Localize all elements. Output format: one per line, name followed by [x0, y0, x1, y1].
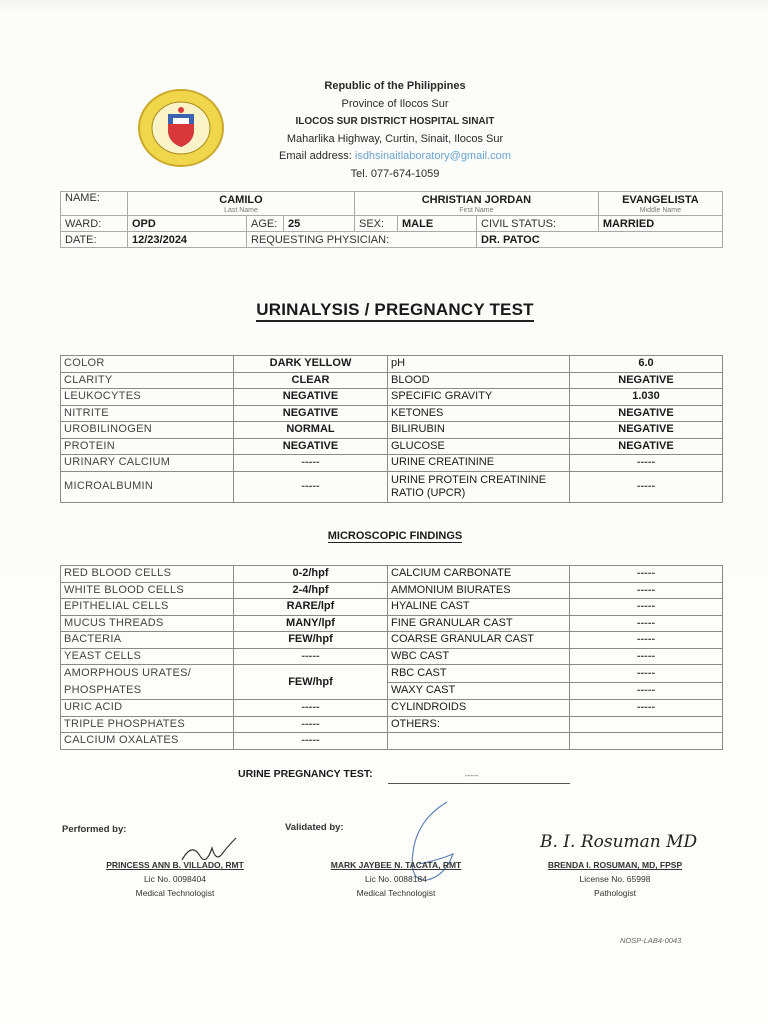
- name-label: NAME:: [61, 192, 128, 216]
- province-line: Province of Ilocos Sur: [341, 97, 449, 110]
- performed-by-label: Performed by:: [62, 824, 127, 835]
- test-value-2: NEGATIVE: [570, 438, 723, 455]
- pathologist-block: [520, 858, 710, 900]
- result-row: [61, 599, 723, 616]
- result-row: [61, 372, 723, 389]
- microalbumin-label: MICROALBUMIN: [61, 471, 234, 502]
- test-value: 0-2/hpf: [234, 566, 388, 583]
- test-label: NITRITE: [61, 405, 234, 422]
- result-row: [61, 582, 723, 599]
- middle-name-caption: Middle Name: [598, 207, 722, 216]
- result-row: [61, 566, 723, 583]
- test-value: -----: [234, 716, 388, 733]
- test-label: URINARY CALCIUM: [61, 455, 234, 472]
- republic-line: Republic of the Philippines: [324, 80, 466, 92]
- test-value-2: NEGATIVE: [570, 405, 723, 422]
- tel-line: Tel. 077-674-1059: [350, 167, 440, 180]
- result-row: [61, 438, 723, 455]
- pathologist-title: Pathologist: [593, 888, 637, 898]
- test-value: RARE/lpf: [234, 599, 388, 616]
- last-name: CAMILO: [128, 192, 355, 208]
- test-value-2: NEGATIVE: [570, 422, 723, 439]
- test-value: CLEAR: [234, 372, 388, 389]
- ward-label: WARD:: [61, 216, 128, 232]
- test-label-2: CALCIUM CARBONATE: [388, 566, 570, 583]
- address-line: Maharlika Highway, Curtin, Sinait, Ilocos Sur: [286, 132, 504, 145]
- test-label-2: OTHERS:: [388, 716, 570, 733]
- age-value: 25: [284, 216, 355, 232]
- physician-label: REQUESTING PHYSICIAN:: [247, 232, 477, 248]
- email-line: Email address: isdhsinaitlaboratory@gmail.com: [279, 150, 511, 162]
- result-row: [61, 471, 723, 502]
- test-value-2: -----: [570, 648, 723, 665]
- test-label-2: BILIRUBIN: [388, 422, 570, 439]
- test-label-2: pH: [388, 356, 570, 373]
- result-row: [61, 389, 723, 406]
- result-row: [61, 733, 723, 750]
- test-label: WHITE BLOOD CELLS: [61, 582, 234, 599]
- hospital-header: [250, 78, 540, 183]
- test-value: FEW/hpf: [234, 632, 388, 649]
- pregnancy-test-label: URINE PREGNANCY TEST:: [238, 768, 373, 780]
- test-label-2: BLOOD: [388, 372, 570, 389]
- first-name-caption: First Name: [355, 207, 599, 216]
- test-label-2: AMMONIUM BIURATES: [388, 582, 570, 599]
- performer-name: PRINCESS ANN B. VILLADO, RMT: [106, 860, 244, 870]
- urinalysis-table: [60, 355, 723, 503]
- test-value-2: -----: [570, 455, 723, 472]
- test-value-2: 6.0: [570, 356, 723, 373]
- test-label: CALCIUM OXALATES: [61, 733, 234, 750]
- test-label: BACTERIA: [61, 632, 234, 649]
- test-label-2: URINE CREATININE: [388, 455, 570, 472]
- test-value-2: [570, 716, 723, 733]
- civil-status-label: CIVIL STATUS:: [477, 216, 599, 232]
- test-label-2: HYALINE CAST: [388, 599, 570, 616]
- microscopic-table: [60, 565, 723, 750]
- microalbumin-value: -----: [234, 471, 388, 502]
- email-link[interactable]: isdhsinaitlaboratory@gmail.com: [354, 150, 511, 162]
- test-value: NEGATIVE: [234, 438, 388, 455]
- validator-name: MARK JAYBEE N. TACATA, RMT: [330, 860, 462, 870]
- test-label-2: KETONES: [388, 405, 570, 422]
- test-label: MUCUS THREADS: [61, 615, 234, 632]
- civil-status-value: MARRIED: [598, 216, 722, 232]
- official-seal-icon: [137, 88, 227, 168]
- microscopic-title: MICROSCOPIC FINDINGS: [327, 530, 463, 542]
- test-value-2: [570, 733, 723, 750]
- result-row: [61, 716, 723, 733]
- test-label: COLOR: [61, 356, 234, 373]
- waxy-cast-label: WAXY CAST: [388, 682, 570, 700]
- test-value: 2-4/hpf: [234, 582, 388, 599]
- validated-by-label: Validated by:: [285, 822, 344, 833]
- test-label: PROTEIN: [61, 438, 234, 455]
- report-title: URINALYSIS / PREGNANCY TEST: [0, 300, 768, 320]
- upcr-value: -----: [570, 471, 723, 502]
- hospital-name: ILOCOS SUR DISTRICT HOSPITAL SINAIT: [295, 116, 495, 127]
- test-value: NEGATIVE: [234, 389, 388, 406]
- pregnancy-test-line: [388, 783, 570, 784]
- test-value-2: -----: [570, 582, 723, 599]
- test-label: YEAST CELLS: [61, 648, 234, 665]
- performer-license: Lic No. 0098404: [144, 874, 206, 884]
- test-label: UROBILINOGEN: [61, 422, 234, 439]
- test-value: NEGATIVE: [234, 405, 388, 422]
- test-value-2: 1.030: [570, 389, 723, 406]
- sex-value: MALE: [398, 216, 477, 232]
- waxy-cast-value: -----: [570, 682, 723, 700]
- test-value: DARK YELLOW: [234, 356, 388, 373]
- form-code: NOSP-LAB4-0043: [620, 936, 682, 945]
- performer-title: Medical Technologist: [135, 888, 215, 898]
- first-name: CHRISTIAN JORDAN: [355, 192, 599, 208]
- test-value: NORMAL: [234, 422, 388, 439]
- result-row: [61, 615, 723, 632]
- test-label-2: COARSE GRANULAR CAST: [388, 632, 570, 649]
- date-value: 12/23/2024: [128, 232, 247, 248]
- last-name-caption: Last Name: [128, 207, 355, 216]
- test-label-2: FINE GRANULAR CAST: [388, 615, 570, 632]
- test-value-2: -----: [570, 615, 723, 632]
- validator-license: Lic No. 0088184: [365, 874, 427, 884]
- test-label: LEUKOCYTES: [61, 389, 234, 406]
- pathologist-name: BRENDA I. ROSUMAN, MD, FPSP: [547, 860, 683, 870]
- test-value-2: -----: [570, 599, 723, 616]
- test-value-2: -----: [570, 566, 723, 583]
- age-label: AGE:: [247, 216, 284, 232]
- test-label-2: [388, 733, 570, 750]
- ward-value: OPD: [128, 216, 247, 232]
- result-row: [61, 356, 723, 373]
- patient-info-table: [60, 191, 723, 248]
- result-row: [61, 632, 723, 649]
- test-value: MANY/lpf: [234, 615, 388, 632]
- amorphous-value: FEW/hpf: [234, 665, 388, 700]
- test-value: -----: [234, 700, 388, 717]
- test-label-2: WBC CAST: [388, 648, 570, 665]
- test-value-2: NEGATIVE: [570, 372, 723, 389]
- test-label: URIC ACID: [61, 700, 234, 717]
- performer-block: [80, 858, 270, 900]
- upcr-label: URINE PROTEIN CREATININE RATIO (UPCR): [388, 471, 570, 502]
- pregnancy-test-value: -----: [465, 771, 479, 780]
- pathologist-signature: B. I. Rosuman MD: [540, 832, 698, 852]
- test-label: CLARITY: [61, 372, 234, 389]
- result-row: [61, 665, 723, 683]
- test-label-2: CYLINDROIDS: [388, 700, 570, 717]
- test-label: RED BLOOD CELLS: [61, 566, 234, 583]
- test-label-2: GLUCOSE: [388, 438, 570, 455]
- result-row: [61, 648, 723, 665]
- validator-title: Medical Technologist: [356, 888, 436, 898]
- pathologist-license: License No. 65998: [579, 874, 651, 884]
- test-label: EPITHELIAL CELLS: [61, 599, 234, 616]
- date-label: DATE:: [61, 232, 128, 248]
- rbc-cast-value: -----: [570, 665, 723, 683]
- test-value: -----: [234, 733, 388, 750]
- rbc-cast-label: RBC CAST: [388, 665, 570, 683]
- result-row: [61, 700, 723, 717]
- test-label-2: SPECIFIC GRAVITY: [388, 389, 570, 406]
- test-value-2: -----: [570, 700, 723, 717]
- test-value: -----: [234, 648, 388, 665]
- test-value: -----: [234, 455, 388, 472]
- amorphous-label: AMORPHOUS URATES/ PHOSPHATES: [61, 665, 234, 700]
- physician-value: DR. PATOC: [477, 232, 723, 248]
- sex-label: SEX:: [355, 216, 398, 232]
- validator-block: [300, 858, 492, 900]
- result-row: [61, 455, 723, 472]
- middle-name: EVANGELISTA: [598, 192, 722, 208]
- test-value-2: -----: [570, 632, 723, 649]
- test-label: TRIPLE PHOSPHATES: [61, 716, 234, 733]
- result-row: [61, 422, 723, 439]
- result-row: [61, 405, 723, 422]
